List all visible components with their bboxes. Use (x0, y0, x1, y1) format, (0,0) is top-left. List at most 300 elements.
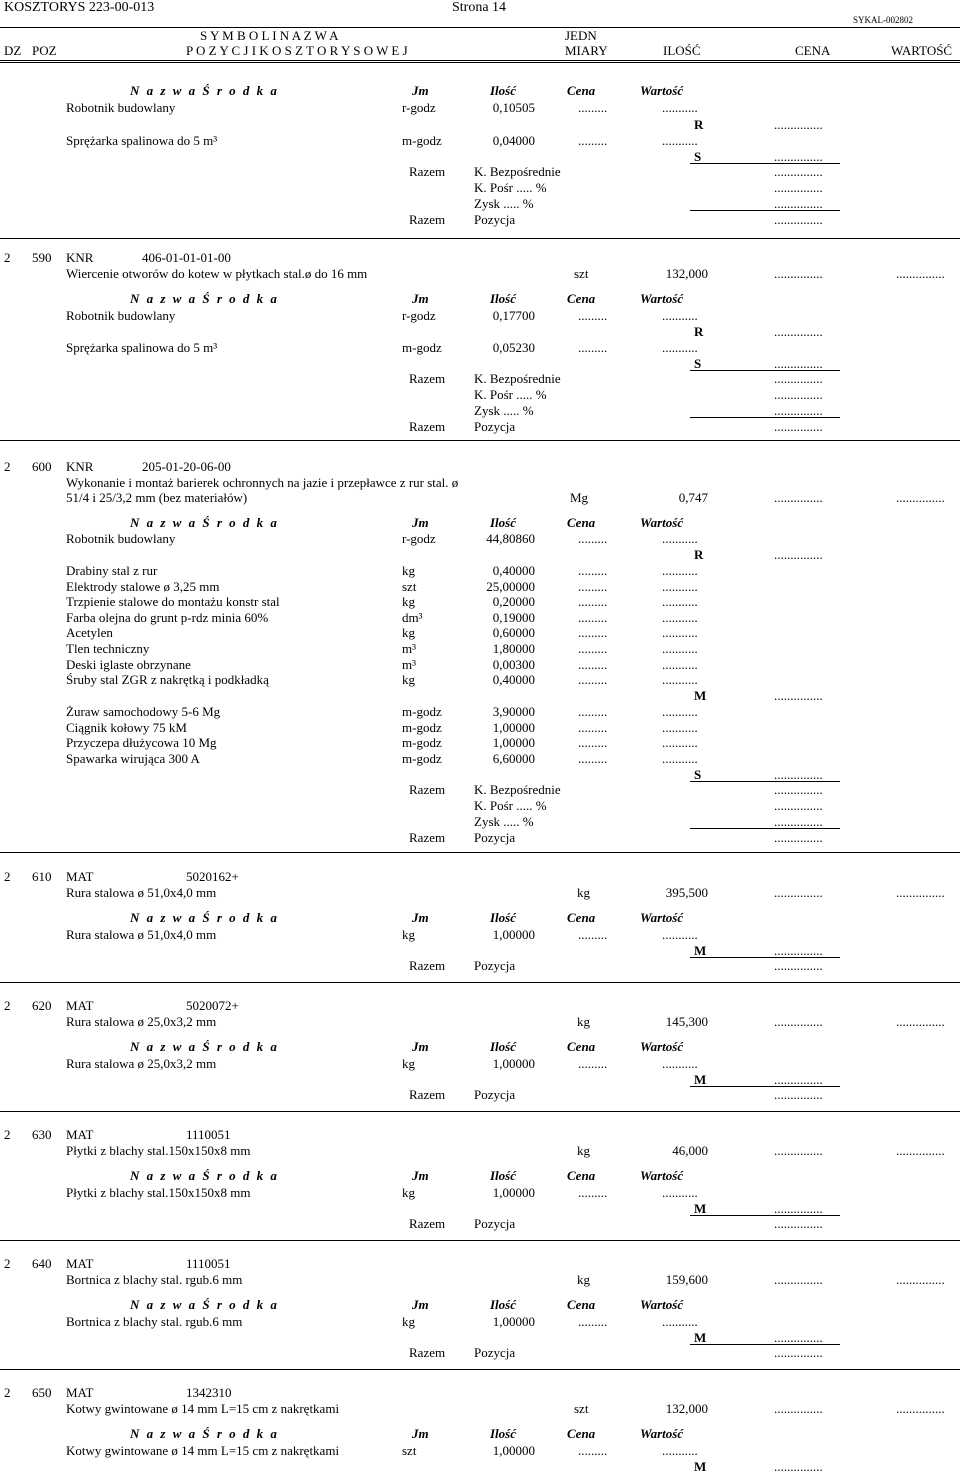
header-position-name: P O Z Y C J I K O S Z T O R Y S O W E J (186, 43, 408, 58)
header-poz: POZ (32, 43, 57, 58)
position-quantity: 395,500 (665, 885, 708, 900)
resource-unit: m-godz (402, 735, 442, 751)
resource-name: Robotnik budowlany (66, 308, 176, 323)
resource-header-wartosc: Wartość (640, 291, 684, 306)
resource-header-wartosc: Wartość (640, 1168, 684, 1183)
resource-name: Płytki z blachy stal.150x150x8 mm (66, 1185, 251, 1200)
pozycja-label: Pozycja (474, 1216, 516, 1231)
resource-name: Trzpienie stalowe do montażu konstr stal (66, 594, 280, 610)
razem-label: Razem (409, 782, 446, 797)
position-description: Kotwy gwintowane ø 14 mm L=15 cm z nakrętkami (66, 1401, 340, 1416)
resource-header-jm: Jm (412, 83, 429, 98)
resource-quantity: 1,80000 (492, 641, 535, 656)
position-separator (0, 1369, 960, 1370)
resource-price-dots: ......... (578, 735, 608, 751)
resource-name: Robotnik budowlany (66, 100, 176, 115)
header-cena: CENA (795, 43, 831, 58)
resource-price-dots: ......... (578, 340, 608, 355)
subtotal-m-label: M (694, 943, 707, 958)
position-separator (0, 982, 960, 983)
subtotal-m-dots: ............... (774, 688, 823, 703)
resource-unit: m³ (402, 641, 417, 656)
position-number: 650 (32, 1385, 52, 1400)
resource-header-jm: Jm (412, 291, 429, 306)
resource-quantity: 0,40000 (492, 672, 535, 688)
position-dz: 2 (4, 1256, 11, 1271)
k-bezposrednie-dots: ............... (774, 782, 823, 797)
resource-value-dots: ........... (662, 594, 698, 610)
resource-header-name: N a z w a Ś r o d k a (130, 1168, 279, 1183)
resource-unit: kg (402, 1185, 415, 1200)
k-bezposrednie-label: K. Bezpośrednie (474, 371, 561, 386)
resource-value-dots: ........... (662, 704, 698, 719)
resource-header-cena: Cena (567, 515, 596, 530)
header-dz: DZ (4, 43, 22, 58)
resource-quantity: 0,00300 (492, 656, 535, 672)
resource-quantity: 25,00000 (486, 578, 535, 594)
position-number: 590 (32, 250, 52, 265)
position-unit: Mg (570, 490, 589, 505)
header-double-rule (0, 60, 960, 63)
pozycja-label: Pozycja (474, 958, 516, 973)
resource-price-dots: ......... (578, 308, 608, 323)
resource-name: Rura stalowa ø 25,0x3,2 mm (66, 1056, 217, 1071)
razem-label: Razem (409, 419, 446, 434)
resource-price-dots: ......... (578, 750, 608, 766)
resource-value-dots: ........... (662, 656, 698, 672)
position-catalog-code: 1110051 (186, 1256, 231, 1271)
subtotal-m-dots: ............... (774, 1072, 823, 1087)
resource-header-wartosc: Wartość (640, 1426, 684, 1441)
resource-header-name: N a z w a Ś r o d k a (130, 1039, 279, 1054)
razem-label: Razem (409, 371, 446, 386)
razem-label: Razem (409, 830, 446, 845)
resource-name: Spawarka wirująca 300 A (66, 750, 200, 766)
resource-price-dots: ......... (578, 578, 608, 594)
subtotal-s-dots: ............... (774, 356, 823, 371)
position-separator (0, 238, 960, 239)
resource-name: Kotwy gwintowane ø 14 mm L=15 cm z nakrętkami (66, 1443, 340, 1458)
razem-label: Razem (409, 1087, 446, 1102)
k-posrednie-dots: ............... (774, 180, 823, 195)
resource-name: Bortnica z blachy stal. rgub.6 mm (66, 1314, 243, 1329)
resource-unit: r-godz (402, 531, 436, 546)
pozycja-label: Pozycja (474, 830, 516, 845)
resource-value-dots: ........... (662, 563, 698, 578)
resource-quantity: 44,80860 (486, 531, 535, 546)
resource-unit: m-godz (402, 750, 442, 766)
resource-header-name: N a z w a Ś r o d k a (130, 83, 279, 98)
resource-quantity: 3,90000 (492, 704, 535, 719)
document-title: KOSZTORYS 223-00-013 (4, 0, 155, 15)
k-posrednie-label: K. Pośr ..... % (474, 180, 547, 195)
resource-value-dots: ........... (662, 672, 698, 688)
resource-value-dots: ........... (662, 340, 698, 355)
resource-header-name: N a z w a Ś r o d k a (130, 515, 279, 530)
resource-price-dots: ......... (578, 672, 608, 688)
subtotal-s-dots: ............... (774, 767, 823, 782)
resource-quantity: 6,60000 (492, 750, 535, 766)
resource-header-cena: Cena (567, 1168, 596, 1183)
position-quantity: 46,000 (672, 1143, 708, 1158)
position-value-dots: ............... (896, 266, 945, 281)
position-value-dots: ............... (896, 490, 945, 505)
position-description: Rura stalowa ø 51,0x4,0 mm (66, 885, 217, 900)
subtotal-s-label: S (694, 356, 702, 371)
resource-header-wartosc: Wartość (640, 515, 684, 530)
resource-unit: kg (402, 672, 415, 688)
k-bezposrednie-dots: ............... (774, 164, 823, 179)
resource-value-dots: ........... (662, 625, 698, 641)
resource-name: Żuraw samochodowy 5-6 Mg (66, 704, 221, 719)
resource-name: Sprężarka spalinowa do 5 m³ (66, 133, 218, 148)
pozycja-dots: ............... (774, 1216, 823, 1231)
resource-value-dots: ........... (662, 1314, 698, 1329)
pozycja-label: Pozycja (474, 212, 516, 227)
resource-header-wartosc: Wartość (640, 1297, 684, 1312)
resource-name: Acetylen (66, 625, 113, 641)
resource-header-jm: Jm (412, 515, 429, 530)
resource-unit: dm³ (402, 609, 423, 625)
resource-unit: m-godz (402, 704, 442, 719)
resource-header-ilosc: Ilość (490, 291, 516, 306)
resource-header-cena: Cena (567, 1426, 596, 1441)
resource-value-dots: ........... (662, 735, 698, 751)
resource-quantity: 0,60000 (492, 625, 535, 641)
resource-quantity: 0,05230 (492, 340, 535, 355)
resource-unit: szt (402, 1443, 417, 1458)
resource-header-cena: Cena (567, 1039, 596, 1054)
position-catalog-code: 1110051 (186, 1127, 231, 1142)
position-number: 610 (32, 869, 52, 884)
position-catalog-code: 1342310 (186, 1385, 232, 1400)
subtotal-r-label: R (694, 117, 704, 132)
resource-unit: kg (402, 625, 415, 641)
resource-name: Śruby stal ZGR z nakrętką i podkładką (66, 672, 269, 688)
position-price-dots: ............... (774, 1401, 823, 1416)
zysk-label: Zysk ..... % (474, 814, 534, 829)
position-unit: szt (574, 1401, 589, 1416)
pozycja-label: Pozycja (474, 419, 516, 434)
header-rule (0, 27, 960, 28)
subtotal-r-dots: ............... (774, 117, 823, 132)
resource-header-name: N a z w a Ś r o d k a (130, 1426, 279, 1441)
resource-price-dots: ......... (578, 625, 608, 641)
position-price-dots: ............... (774, 1272, 823, 1287)
subtotal-m-label: M (694, 1330, 707, 1345)
position-quantity: 0,747 (678, 490, 708, 505)
resource-name: Drabiny stal z rur (66, 563, 158, 578)
resource-value-dots: ........... (662, 719, 698, 735)
pozycja-dots: ............... (774, 212, 823, 227)
resource-header-name: N a z w a Ś r o d k a (130, 910, 279, 925)
position-catalog-code: 205-01-20-06-00 (142, 459, 231, 474)
resource-price-dots: ......... (578, 594, 608, 610)
position-price-dots: ............... (774, 885, 823, 900)
resource-quantity: 1,00000 (492, 927, 535, 942)
resource-price-dots: ......... (578, 1185, 608, 1200)
resource-unit: r-godz (402, 308, 436, 323)
position-unit: szt (574, 266, 589, 281)
resource-name: Elektrody stalowe ø 3,25 mm (66, 578, 220, 594)
resource-price-dots: ......... (578, 719, 608, 735)
resource-value-dots: ........... (662, 308, 698, 323)
zysk-label: Zysk ..... % (474, 403, 534, 418)
position-catalog-code: 5020072+ (186, 998, 239, 1013)
resource-quantity: 0,04000 (492, 133, 535, 148)
position-value-dots: ............... (896, 1401, 945, 1416)
subtotal-s-label: S (694, 149, 702, 164)
position-unit: kg (577, 1143, 590, 1158)
resource-price-dots: ......... (578, 704, 608, 719)
resource-header-name: N a z w a Ś r o d k a (130, 291, 279, 306)
pozycja-dots: ............... (774, 419, 823, 434)
resource-name: Tlen techniczny (66, 641, 150, 656)
position-value-dots: ............... (896, 1272, 945, 1287)
resource-value-dots: ........... (662, 1056, 698, 1071)
subtotal-m-dots: ............... (774, 1201, 823, 1216)
zysk-dots: ............... (774, 196, 823, 211)
position-separator (0, 852, 960, 853)
position-description: Rura stalowa ø 25,0x3,2 mm (66, 1014, 217, 1029)
position-dz: 2 (4, 869, 11, 884)
zysk-dots: ............... (774, 403, 823, 418)
resource-price-dots: ......... (578, 133, 608, 148)
position-number: 620 (32, 998, 52, 1013)
resource-header-name: N a z w a Ś r o d k a (130, 1297, 279, 1312)
resource-header-wartosc: Wartość (640, 83, 684, 98)
subtotal-m-dots: ............... (774, 1330, 823, 1345)
razem-label: Razem (409, 212, 446, 227)
resource-unit: kg (402, 1314, 415, 1329)
subtotal-m-label: M (694, 688, 707, 703)
pozycja-dots: ............... (774, 830, 823, 845)
resource-price-dots: ......... (578, 1056, 608, 1071)
resource-quantity: 1,00000 (492, 735, 535, 751)
position-separator (0, 1240, 960, 1241)
pozycja-label: Pozycja (474, 1345, 516, 1360)
resource-quantity: 0,40000 (492, 563, 535, 578)
position-number: 630 (32, 1127, 52, 1142)
resource-quantity: 1,00000 (492, 719, 535, 735)
subtotal-m-dots: ............... (774, 943, 823, 958)
position-price-dots: ............... (774, 1143, 823, 1158)
position-number: 640 (32, 1256, 52, 1271)
subtotal-s-label: S (694, 767, 702, 782)
resource-value-dots: ........... (662, 1443, 698, 1458)
resource-unit: m-godz (402, 133, 442, 148)
subtotal-m-label: M (694, 1459, 707, 1474)
resource-unit: szt (402, 578, 417, 594)
position-dz: 2 (4, 1385, 11, 1400)
zysk-dots: ............... (774, 814, 823, 829)
page-number: Strona 14 (452, 0, 507, 15)
position-catalog-code: 5020162+ (186, 869, 239, 884)
subtotal-s-dots: ............... (774, 149, 823, 164)
pozycja-dots: ............... (774, 1345, 823, 1360)
resource-name: Sprężarka spalinowa do 5 m³ (66, 340, 218, 355)
zysk-label: Zysk ..... % (474, 196, 534, 211)
resource-unit: m-godz (402, 340, 442, 355)
razem-label: Razem (409, 1216, 446, 1231)
razem-label: Razem (409, 164, 446, 179)
resource-price-dots: ......... (578, 609, 608, 625)
subtotal-r-label: R (694, 324, 704, 339)
zysk-underline (690, 210, 840, 211)
resource-price-dots: ......... (578, 100, 608, 115)
subtotal-r-label: R (694, 547, 704, 562)
position-description: Wiercenie otworów do kotew w płytkach stal.ø do 16 mm (66, 266, 368, 281)
position-value-dots: ............... (896, 1014, 945, 1029)
resource-price-dots: ......... (578, 927, 608, 942)
position-price-dots: ............... (774, 1014, 823, 1029)
resource-value-dots: ........... (662, 578, 698, 594)
position-unit: kg (577, 1272, 590, 1287)
resource-value-dots: ........... (662, 750, 698, 766)
resource-price-dots: ......... (578, 656, 608, 672)
subtotal-m-label: M (694, 1072, 707, 1087)
resource-name: Deski iglaste obrzynane (66, 656, 191, 672)
resource-unit: m³ (402, 656, 417, 672)
pozycja-dots: ............... (774, 1087, 823, 1102)
subtotal-r-dots: ............... (774, 324, 823, 339)
resource-name: Rura stalowa ø 51,0x4,0 mm (66, 927, 217, 942)
resource-name: Przyczepa dłużycowa 10 Mg (66, 735, 217, 751)
position-description: Wykonanie i montaż barierek ochronnych na jazie i przepławce z rur stal. ø (66, 475, 459, 490)
position-unit: kg (577, 885, 590, 900)
resource-quantity: 0,10505 (492, 100, 535, 115)
k-bezposrednie-label: K. Bezpośrednie (474, 782, 561, 797)
resource-header-jm: Jm (412, 1297, 429, 1312)
zysk-underline (690, 417, 840, 418)
header-ilosc: ILOŚĆ (663, 43, 701, 58)
resource-header-ilosc: Ilość (490, 1039, 516, 1054)
k-posrednie-dots: ............... (774, 798, 823, 813)
position-value-dots: ............... (896, 885, 945, 900)
resource-unit: kg (402, 1056, 415, 1071)
document-code: SYKAL-002802 (853, 15, 913, 25)
resource-value-dots: ........... (662, 531, 698, 546)
position-value-dots: ............... (896, 1143, 945, 1158)
position-catalog-type: MAT (66, 869, 94, 884)
pozycja-label: Pozycja (474, 1087, 516, 1102)
position-catalog-type: KNR (66, 459, 94, 474)
resource-header-ilosc: Ilość (490, 1426, 516, 1441)
position-dz: 2 (4, 250, 11, 265)
position-description-line2: 51/4 i 25/3,2 mm (bez materiałów) (66, 490, 248, 505)
resource-header-jm: Jm (412, 910, 429, 925)
razem-label: Razem (409, 1345, 446, 1360)
k-posrednie-dots: ............... (774, 387, 823, 402)
resource-price-dots: ......... (578, 1443, 608, 1458)
resource-header-cena: Cena (567, 1297, 596, 1312)
position-dz: 2 (4, 459, 11, 474)
resource-name: Ciągnik kołowy 75 kM (66, 719, 187, 735)
position-quantity: 132,000 (665, 266, 708, 281)
resource-unit: kg (402, 563, 415, 578)
resource-quantity: 0,19000 (492, 609, 535, 625)
header-miary: MIARY (565, 43, 608, 58)
pozycja-dots: ............... (774, 958, 823, 973)
subtotal-m-label: M (694, 1201, 707, 1216)
resource-header-ilosc: Ilość (490, 83, 516, 98)
k-posrednie-label: K. Pośr ..... % (474, 387, 547, 402)
position-dz: 2 (4, 1127, 11, 1142)
resource-price-dots: ......... (578, 531, 608, 546)
resource-value-dots: ........... (662, 1185, 698, 1200)
resource-quantity: 0,17700 (492, 308, 535, 323)
position-price-dots: ............... (774, 490, 823, 505)
resource-value-dots: ........... (662, 609, 698, 625)
resource-header-cena: Cena (567, 291, 596, 306)
header-symbol-name: S Y M B O L I N A Z W A (200, 28, 339, 43)
position-catalog-type: MAT (66, 1127, 94, 1142)
razem-label: Razem (409, 958, 446, 973)
resource-value-dots: ........... (662, 641, 698, 656)
resource-unit: kg (402, 927, 415, 942)
position-separator (0, 1111, 960, 1112)
position-number: 600 (32, 459, 52, 474)
resource-header-wartosc: Wartość (640, 910, 684, 925)
position-quantity: 159,600 (665, 1272, 708, 1287)
k-bezposrednie-label: K. Bezpośrednie (474, 164, 561, 179)
subtotal-m-dots: ............... (774, 1459, 823, 1474)
resource-price-dots: ......... (578, 641, 608, 656)
position-description: Bortnica z blachy stal. rgub.6 mm (66, 1272, 243, 1287)
resource-quantity: 0,20000 (492, 594, 535, 610)
position-quantity: 145,300 (665, 1014, 708, 1029)
resource-unit: r-godz (402, 100, 436, 115)
resource-price-dots: ......... (578, 1314, 608, 1329)
resource-quantity: 1,00000 (492, 1185, 535, 1200)
resource-value-dots: ........... (662, 927, 698, 942)
position-separator (0, 440, 960, 441)
position-quantity: 132,000 (665, 1401, 708, 1416)
resource-header-ilosc: Ilość (490, 1297, 516, 1312)
position-price-dots: ............... (774, 266, 823, 281)
position-description: Płytki z blachy stal.150x150x8 mm (66, 1143, 251, 1158)
resource-header-ilosc: Ilość (490, 910, 516, 925)
resource-header-jm: Jm (412, 1168, 429, 1183)
header-wartosc: WARTOŚĆ (891, 43, 953, 58)
resource-unit: m-godz (402, 719, 442, 735)
resource-unit: kg (402, 594, 415, 610)
resource-quantity: 1,00000 (492, 1314, 535, 1329)
position-catalog-type: MAT (66, 1385, 94, 1400)
position-catalog-type: MAT (66, 1256, 94, 1271)
resource-quantity: 1,00000 (492, 1056, 535, 1071)
position-catalog-type: MAT (66, 998, 94, 1013)
resource-value-dots: ........... (662, 133, 698, 148)
position-catalog-type: KNR (66, 250, 94, 265)
position-unit: kg (577, 1014, 590, 1029)
header-jedn: JEDN (565, 28, 597, 43)
resource-header-jm: Jm (412, 1426, 429, 1441)
resource-header-cena: Cena (567, 910, 596, 925)
k-posrednie-label: K. Pośr ..... % (474, 798, 547, 813)
resource-header-ilosc: Ilość (490, 1168, 516, 1183)
resource-header-jm: Jm (412, 1039, 429, 1054)
zysk-underline (690, 828, 840, 829)
resource-name: Farba olejna do grunt p-rdz minia 60% (66, 609, 269, 625)
resource-quantity: 1,00000 (492, 1443, 535, 1458)
resource-header-ilosc: Ilość (490, 515, 516, 530)
resource-name: Robotnik budowlany (66, 531, 176, 546)
resource-price-dots: ......... (578, 563, 608, 578)
resource-header-cena: Cena (567, 83, 596, 98)
resource-value-dots: ........... (662, 100, 698, 115)
k-bezposrednie-dots: ............... (774, 371, 823, 386)
